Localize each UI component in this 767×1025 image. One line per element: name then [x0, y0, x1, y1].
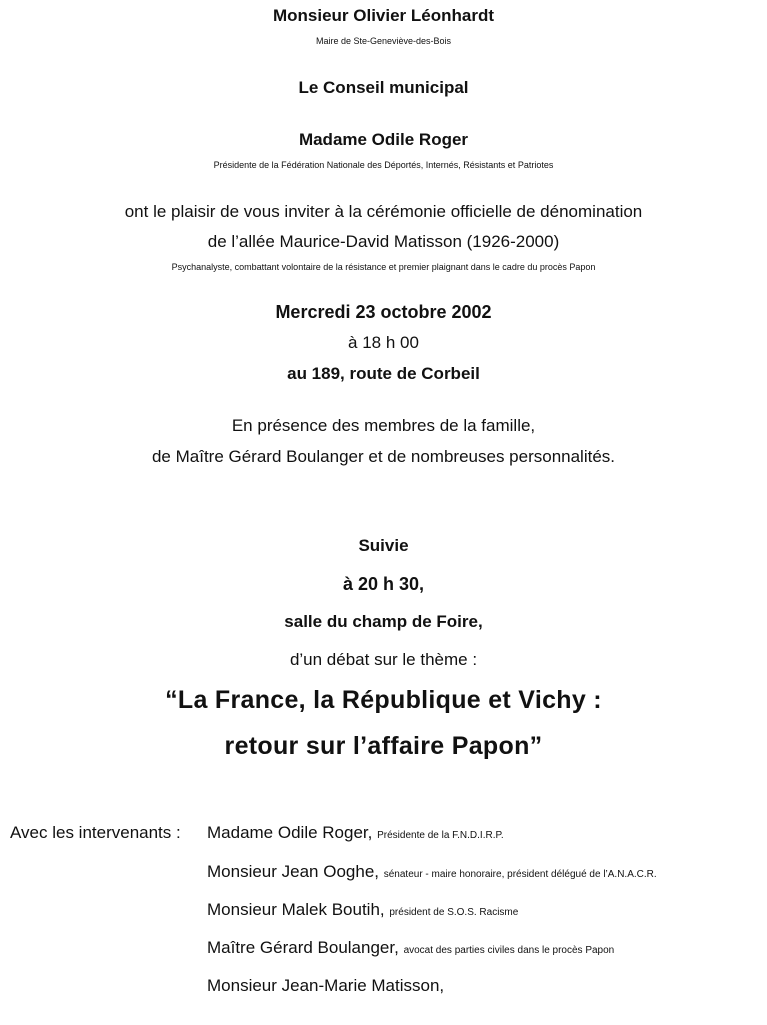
event-time: à 18 h 00	[348, 333, 419, 352]
speaker-name: Monsieur Malek Boutih,	[207, 900, 385, 919]
mayor-name: Monsieur Olivier Léonhardt	[272, 6, 495, 25]
speaker-item	[207, 938, 614, 958]
debate-intro: d’un débat sur le thème :	[289, 650, 478, 669]
council-name: Le Conseil municipal	[298, 78, 469, 97]
debate-title-line-2: retour sur l’affaire Papon”	[224, 732, 543, 760]
speaker-role: Présidente de la F.N.D.I.R.P.	[377, 830, 504, 841]
debate-followed: Suivie	[358, 536, 409, 555]
speaker-role: président de S.O.S. Racisme	[389, 907, 519, 918]
speaker-role: sénateur - maire honoraire, président délégué de l’A.N.A.C.R.	[383, 869, 657, 880]
speaker-name: Maître Gérard Boulanger,	[207, 938, 399, 957]
speaker-name: Monsieur Jean-Marie Matisson,	[207, 976, 445, 995]
speaker-name: Monsieur Jean Ooghe,	[207, 862, 379, 881]
invitation-line-2: de l’allée Maurice-David Matisson (1926-2000)	[207, 232, 560, 251]
presence-line-1: En présence des membres de la famille,	[231, 416, 536, 435]
event-address: au 189, route de Corbeil	[287, 364, 480, 383]
mayor-title: Maire de Ste-Geneviève-des-Bois	[315, 36, 452, 46]
speaker-item	[207, 976, 444, 996]
speakers-label: Avec les intervenants :	[10, 823, 181, 842]
invitation-line-1: ont le plaisir de vous inviter à la cérémonie officielle de dénomination	[124, 202, 643, 221]
speaker-role: avocat des parties civiles dans le procès Papon	[403, 945, 615, 956]
debate-time: à 20 h 30,	[342, 574, 425, 594]
speaker-item	[207, 862, 657, 882]
president-name: Madame Odile Roger	[298, 130, 469, 149]
speaker-item	[207, 900, 518, 920]
presence-line-2: de Maître Gérard Boulanger et de nombreuses personnalités.	[151, 447, 616, 466]
president-title: Présidente de la Fédération Nationale des Déportés, Internés, Résistants et Patriotes	[213, 160, 554, 170]
debate-place: salle du champ de Foire,	[284, 612, 483, 631]
speaker-item	[207, 823, 504, 843]
speaker-name: Madame Odile Roger,	[207, 823, 373, 842]
event-date: Mercredi 23 octobre 2002	[275, 302, 492, 322]
debate-title-line-1: “La France, la République et Vichy :	[165, 686, 602, 714]
invitation-note: Psychanalyste, combattant volontaire de la résistance et premier plaignant dans le cadre du procès Papon	[171, 262, 596, 272]
